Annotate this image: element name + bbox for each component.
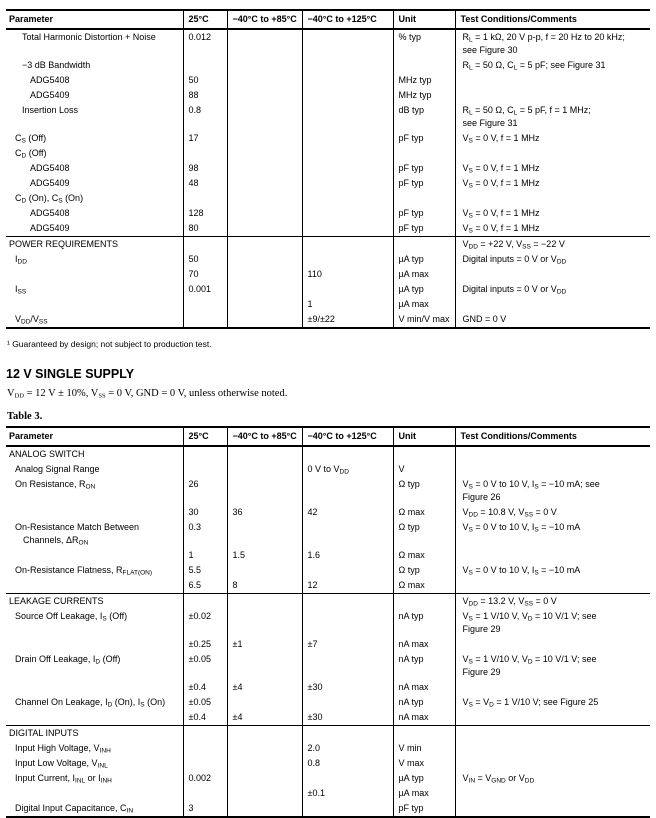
param-cell: ADG5408 — [6, 161, 183, 176]
value-25c-cell — [183, 756, 227, 771]
value-85c-cell — [227, 282, 302, 297]
unit-cell: pF typ — [393, 176, 455, 191]
param-cell — [6, 578, 183, 594]
supply-conditions-text: $V_{DD} = 12$ V ± 10%, $V_{SS} = 0$ V, GND = 0 V, unless otherwise noted. — [7, 388, 288, 400]
value-25c-cell: 0.3 — [183, 520, 227, 548]
unit-cell: Ω typ — [393, 520, 455, 548]
spec-row — [6, 462, 650, 477]
conditions-cell: $R_L = 50$ Ω, $C_L = 5$ pF; see Figure 31 — [462, 60, 606, 72]
conditions-cell: $V_S = 0$ V, f = 1 MHz — [462, 178, 540, 190]
value-85c-cell — [227, 312, 302, 328]
value-25c-cell — [183, 726, 227, 742]
conditions-cell: GND = 0 V — [462, 314, 507, 324]
conditions-cell: $V_S = 0$ V, f = 1 MHz — [462, 163, 540, 175]
spec-row — [6, 680, 650, 695]
param-cell: Input High Voltage, $V_{INH}$ — [6, 741, 183, 756]
conditions-cell: $V_{DD} = 10.8$ V, $V_{SS} = 0$ V — [462, 507, 557, 519]
unit-cell: µA max — [393, 297, 455, 312]
value-125c-cell — [302, 652, 393, 680]
unit-cell: MHz typ — [393, 73, 455, 88]
value-125c-cell — [302, 446, 393, 462]
conditions-cell: $V_S = 0$ V to 10 V, $I_S = -10$ mA — [462, 565, 581, 577]
table3-caption: Table 3. — [7, 411, 43, 422]
header-row — [6, 10, 650, 29]
spec-row — [6, 88, 650, 103]
table-footnote: ¹ Guaranteed by design; not subject to production test. — [7, 339, 212, 349]
spec-table-12v-supply — [6, 426, 650, 818]
value-25c-cell — [183, 297, 227, 312]
conditions-cell — [455, 191, 650, 206]
value-125c-cell — [302, 88, 393, 103]
value-25c-cell — [183, 786, 227, 801]
value-85c-cell: ±1 — [227, 637, 302, 652]
param-cell: Input Low Voltage, $V_{INL}$ — [6, 756, 183, 771]
unit-cell: nA typ — [393, 695, 455, 710]
value-25c-cell: 0.001 — [183, 282, 227, 297]
col-header-3: −40°C to +125°C — [302, 427, 393, 446]
param-cell: ANALOG SWITCH — [6, 446, 183, 462]
value-125c-cell — [302, 237, 393, 253]
param-cell — [6, 505, 183, 520]
value-85c-cell — [227, 297, 302, 312]
header-row — [6, 427, 650, 446]
unit-cell — [393, 237, 455, 253]
param-cell: −3 dB Bandwidth — [6, 58, 183, 73]
param-cell — [6, 297, 183, 312]
param-cell: $I_{DD}$ — [6, 252, 183, 267]
value-25c-cell: 88 — [183, 88, 227, 103]
col-header-0: Parameter — [6, 427, 183, 446]
value-125c-cell — [302, 146, 393, 161]
value-85c-cell: 1.5 — [227, 548, 302, 563]
spec-row — [6, 191, 650, 206]
section-row — [6, 237, 650, 253]
value-85c-cell — [227, 58, 302, 73]
unit-cell: V — [393, 462, 455, 477]
conditions-cell — [455, 297, 650, 312]
conditions-cell: $V_S = 0$ V to 10 V, $I_S = -10$ mA — [462, 522, 581, 534]
unit-cell: nA max — [393, 637, 455, 652]
unit-cell: Ω max — [393, 548, 455, 563]
unit-cell: µA typ — [393, 282, 455, 297]
col-header-1: 25°C — [183, 10, 227, 29]
conditions-cell — [455, 756, 650, 771]
value-85c-cell — [227, 801, 302, 817]
spec-row — [6, 548, 650, 563]
conditions-cell — [455, 267, 650, 282]
unit-cell: µA max — [393, 786, 455, 801]
conditions-cell: $V_{DD} = 13.2$ V, $V_{SS} = 0$ V — [455, 594, 650, 610]
value-125c-cell — [302, 191, 393, 206]
value-85c-cell — [227, 594, 302, 610]
value-85c-cell — [227, 221, 302, 237]
value-125c-cell — [302, 520, 393, 548]
unit-cell: pF typ — [393, 221, 455, 237]
conditions-cell: $V_S = V_D = 1$ V/10 V; see Figure 25 — [462, 697, 599, 709]
spec-row — [6, 710, 650, 726]
table2-header — [6, 427, 650, 446]
value-25c-cell — [183, 191, 227, 206]
value-125c-cell — [302, 131, 393, 146]
col-header-2: −40°C to +85°C — [227, 10, 302, 29]
value-125c-cell: 0 V to $V_{DD}$ — [302, 462, 393, 477]
value-25c-cell: ±0.05 — [183, 652, 227, 680]
col-header-0: Parameter — [6, 10, 183, 29]
param-cell — [6, 267, 183, 282]
unit-cell: pF typ — [393, 801, 455, 817]
spec-row — [6, 477, 650, 505]
spec-row — [6, 801, 650, 817]
conditions-cell — [455, 680, 650, 695]
value-25c-cell: 26 — [183, 477, 227, 505]
value-125c-cell — [302, 206, 393, 221]
value-125c-cell — [302, 282, 393, 297]
value-85c-cell — [227, 756, 302, 771]
value-25c-cell: 98 — [183, 161, 227, 176]
spec-row — [6, 695, 650, 710]
param-cell: Total Harmonic Distortion + Noise — [6, 29, 183, 58]
conditions-cell — [455, 637, 650, 652]
value-125c-cell: 2.0 — [302, 741, 393, 756]
value-25c-cell: 50 — [183, 252, 227, 267]
param-cell: On Resistance, $R_{ON}$ — [6, 477, 183, 505]
value-85c-cell — [227, 191, 302, 206]
param-cell: Analog Signal Range — [6, 462, 183, 477]
value-25c-cell: ±0.4 — [183, 710, 227, 726]
spec-row — [6, 267, 650, 282]
spec-row — [6, 741, 650, 756]
unit-cell: Ω typ — [393, 563, 455, 578]
value-25c-cell: 0.8 — [183, 103, 227, 131]
value-85c-cell — [227, 161, 302, 176]
unit-cell: dB typ — [393, 103, 455, 131]
value-85c-cell: 8 — [227, 578, 302, 594]
value-125c-cell: ±30 — [302, 710, 393, 726]
spec-row — [6, 771, 650, 786]
unit-cell: V min — [393, 741, 455, 756]
value-125c-cell: 1.6 — [302, 548, 393, 563]
value-85c-cell: ±4 — [227, 680, 302, 695]
param-cell: $C_D$ (Off) — [6, 146, 183, 161]
value-125c-cell — [302, 73, 393, 88]
value-25c-cell: 0.012 — [183, 29, 227, 58]
param-cell: Drain Off Leakage, $I_D$ (Off) — [6, 652, 183, 680]
value-85c-cell — [227, 237, 302, 253]
unit-cell: Ω max — [393, 578, 455, 594]
value-25c-cell — [183, 237, 227, 253]
value-125c-cell — [302, 801, 393, 817]
table1-header — [6, 10, 650, 29]
value-125c-cell — [302, 161, 393, 176]
value-85c-cell — [227, 176, 302, 191]
value-25c-cell — [183, 58, 227, 73]
value-125c-cell — [302, 771, 393, 786]
unit-cell: nA max — [393, 680, 455, 695]
conditions-cell: $V_S = 1$ V/10 V, $V_D = 10$ V/1 V; see Figure 29 — [462, 654, 597, 677]
unit-cell: µA typ — [393, 771, 455, 786]
value-25c-cell: 48 — [183, 176, 227, 191]
param-cell: POWER REQUIREMENTS — [6, 237, 183, 253]
value-25c-cell: 0.002 — [183, 771, 227, 786]
value-125c-cell — [302, 221, 393, 237]
spec-row — [6, 786, 650, 801]
section-row — [6, 446, 650, 462]
spec-row — [6, 312, 650, 328]
conditions-cell — [455, 73, 650, 88]
spec-row — [6, 103, 650, 131]
value-25c-cell: 5.5 — [183, 563, 227, 578]
param-cell: ADG5409 — [6, 176, 183, 191]
col-header-5: Test Conditions/Comments — [455, 10, 650, 29]
conditions-cell — [455, 578, 650, 594]
param-cell: On-Resistance Match Between Channels, $\Delta R_{ON}$ — [6, 520, 183, 548]
value-85c-cell — [227, 206, 302, 221]
col-header-1: 25°C — [183, 427, 227, 446]
spec-row — [6, 29, 650, 58]
value-85c-cell — [227, 563, 302, 578]
value-85c-cell — [227, 446, 302, 462]
unit-cell — [393, 726, 455, 742]
unit-cell: nA max — [393, 710, 455, 726]
param-cell: $V_{DD}/V_{SS}$ — [6, 312, 183, 328]
value-125c-cell: 1 — [302, 297, 393, 312]
value-25c-cell: 80 — [183, 221, 227, 237]
param-cell: Source Off Leakage, $I_S$ (Off) — [6, 609, 183, 637]
param-cell — [6, 680, 183, 695]
value-125c-cell — [302, 609, 393, 637]
value-85c-cell — [227, 771, 302, 786]
unit-cell — [393, 594, 455, 610]
value-125c-cell — [302, 58, 393, 73]
conditions-cell — [455, 146, 650, 161]
spec-row — [6, 146, 650, 161]
unit-cell: µA typ — [393, 252, 455, 267]
spec-row — [6, 131, 650, 146]
spec-row — [6, 161, 650, 176]
value-25c-cell — [183, 446, 227, 462]
value-125c-cell — [302, 726, 393, 742]
param-cell: ADG5409 — [6, 221, 183, 237]
value-125c-cell: ±30 — [302, 680, 393, 695]
value-25c-cell — [183, 462, 227, 477]
value-125c-cell: ±0.1 — [302, 786, 393, 801]
value-85c-cell — [227, 73, 302, 88]
param-cell: $C_S$ (Off) — [6, 131, 183, 146]
section-heading: 12 V SINGLE SUPPLY — [6, 367, 135, 381]
value-85c-cell: ±4 — [227, 710, 302, 726]
value-85c-cell — [227, 786, 302, 801]
value-85c-cell — [227, 131, 302, 146]
conditions-cell — [455, 741, 650, 756]
value-25c-cell: 3 — [183, 801, 227, 817]
value-25c-cell — [183, 312, 227, 328]
spec-row — [6, 73, 650, 88]
conditions-cell — [455, 710, 650, 726]
param-cell — [6, 786, 183, 801]
value-125c-cell — [302, 563, 393, 578]
conditions-cell: $V_{IN} = V_{GND}$ or $V_{DD}$ — [462, 773, 535, 785]
value-25c-cell: 17 — [183, 131, 227, 146]
conditions-cell — [455, 726, 650, 742]
spec-row — [6, 637, 650, 652]
conditions-cell — [455, 786, 650, 801]
value-25c-cell: ±0.4 — [183, 680, 227, 695]
spec-row — [6, 297, 650, 312]
param-cell: Digital Input Capacitance, $C_{IN}$ — [6, 801, 183, 817]
value-25c-cell — [183, 146, 227, 161]
spec-table-dual-supply — [6, 9, 650, 329]
param-cell: $I_{SS}$ — [6, 282, 183, 297]
conditions-cell: $V_S = 0$ V to 10 V, $I_S = -10$ mA; see Figure 26 — [462, 479, 600, 502]
value-85c-cell — [227, 741, 302, 756]
param-cell: Insertion Loss — [6, 103, 183, 131]
unit-cell: Ω typ — [393, 477, 455, 505]
param-cell — [6, 548, 183, 563]
unit-cell — [393, 191, 455, 206]
value-25c-cell: 128 — [183, 206, 227, 221]
spec-row — [6, 221, 650, 237]
value-25c-cell: ±0.05 — [183, 695, 227, 710]
value-25c-cell: 70 — [183, 267, 227, 282]
spec-row — [6, 652, 650, 680]
value-125c-cell: 42 — [302, 505, 393, 520]
col-header-3: −40°C to +125°C — [302, 10, 393, 29]
param-cell: ADG5409 — [6, 88, 183, 103]
value-125c-cell: ±9/±22 — [302, 312, 393, 328]
spec-row — [6, 520, 650, 548]
conditions-cell — [455, 548, 650, 563]
unit-cell: pF typ — [393, 131, 455, 146]
col-header-4: Unit — [393, 427, 455, 446]
value-25c-cell — [183, 741, 227, 756]
param-cell: $C_D$ (On), $C_S$ (On) — [6, 191, 183, 206]
value-125c-cell: 0.8 — [302, 756, 393, 771]
spec-row — [6, 505, 650, 520]
spec-row — [6, 609, 650, 637]
unit-cell: µA max — [393, 267, 455, 282]
unit-cell — [393, 446, 455, 462]
conditions-cell — [455, 88, 650, 103]
param-cell: ADG5408 — [6, 206, 183, 221]
conditions-cell — [455, 446, 650, 462]
spec-row — [6, 756, 650, 771]
table1-body — [6, 29, 650, 328]
value-125c-cell — [302, 29, 393, 58]
conditions-cell: $R_L = 50$ Ω, $C_L = 5$ pF, f = 1 MHz; see Figure 31 — [462, 105, 591, 128]
section-row — [6, 726, 650, 742]
conditions-cell: $V_{DD} = +22$ V, $V_{SS} = -22$ V — [455, 237, 650, 253]
value-125c-cell — [302, 695, 393, 710]
conditions-cell: Digital inputs = 0 V or $V_{DD}$ — [462, 254, 567, 266]
value-85c-cell — [227, 477, 302, 505]
value-25c-cell: 6.5 — [183, 578, 227, 594]
value-85c-cell — [227, 520, 302, 548]
conditions-cell — [455, 462, 650, 477]
value-125c-cell — [302, 594, 393, 610]
unit-cell: MHz typ — [393, 88, 455, 103]
value-125c-cell: 12 — [302, 578, 393, 594]
col-header-2: −40°C to +85°C — [227, 427, 302, 446]
value-85c-cell: 36 — [227, 505, 302, 520]
col-header-5: Test Conditions/Comments — [455, 427, 650, 446]
unit-cell: pF typ — [393, 206, 455, 221]
spec-row — [6, 252, 650, 267]
conditions-cell: $V_S = 0$ V, f = 1 MHz — [462, 133, 540, 145]
section-row — [6, 594, 650, 610]
param-cell: Input Current, $I_{INL}$ or $I_{INH}$ — [6, 771, 183, 786]
conditions-cell: Digital inputs = 0 V or $V_{DD}$ — [462, 284, 567, 296]
unit-cell — [393, 146, 455, 161]
param-cell: ADG5408 — [6, 73, 183, 88]
value-25c-cell: 50 — [183, 73, 227, 88]
value-125c-cell — [302, 477, 393, 505]
param-cell — [6, 710, 183, 726]
value-85c-cell — [227, 609, 302, 637]
spec-row — [6, 58, 650, 73]
value-85c-cell — [227, 252, 302, 267]
value-85c-cell — [227, 726, 302, 742]
value-25c-cell — [183, 594, 227, 610]
conditions-cell: $V_S = 0$ V, f = 1 MHz — [462, 208, 540, 220]
spec-row — [6, 563, 650, 578]
value-25c-cell: 1 — [183, 548, 227, 563]
value-85c-cell — [227, 88, 302, 103]
value-125c-cell: 110 — [302, 267, 393, 282]
value-85c-cell — [227, 267, 302, 282]
param-cell: DIGITAL INPUTS — [6, 726, 183, 742]
unit-cell: V max — [393, 756, 455, 771]
conditions-cell: $R_L = 1$ kΩ, 20 V p-p, f = 20 Hz to 20 kHz; see Figure 30 — [462, 32, 625, 55]
unit-cell: % typ — [393, 29, 455, 58]
table2-body — [6, 446, 650, 817]
param-cell: Channel On Leakage, $I_D$ (On), $I_S$ (On) — [6, 695, 183, 710]
conditions-cell — [455, 801, 650, 817]
unit-cell: V min/V max — [393, 312, 455, 328]
value-85c-cell — [227, 146, 302, 161]
unit-cell: nA typ — [393, 652, 455, 680]
value-85c-cell — [227, 462, 302, 477]
param-cell: LEAKAGE CURRENTS — [6, 594, 183, 610]
spec-row — [6, 176, 650, 191]
spec-row — [6, 578, 650, 594]
unit-cell: pF typ — [393, 161, 455, 176]
col-header-4: Unit — [393, 10, 455, 29]
unit-cell: nA typ — [393, 609, 455, 637]
spec-row — [6, 206, 650, 221]
value-85c-cell — [227, 29, 302, 58]
value-85c-cell — [227, 695, 302, 710]
unit-cell — [393, 58, 455, 73]
param-cell: On-Resistance Flatness, $R_{FLAT(ON)}$ — [6, 563, 183, 578]
value-25c-cell: ±0.02 — [183, 609, 227, 637]
value-85c-cell — [227, 103, 302, 131]
conditions-cell: $V_S = 1$ V/10 V, $V_D = 10$ V/1 V; see Figure 29 — [462, 611, 597, 634]
value-25c-cell: 30 — [183, 505, 227, 520]
spec-row — [6, 282, 650, 297]
unit-cell: Ω max — [393, 505, 455, 520]
conditions-cell: $V_S = 0$ V, f = 1 MHz — [462, 223, 540, 235]
param-cell — [6, 637, 183, 652]
value-125c-cell: ±7 — [302, 637, 393, 652]
value-85c-cell — [227, 652, 302, 680]
value-25c-cell: ±0.25 — [183, 637, 227, 652]
value-125c-cell — [302, 252, 393, 267]
value-125c-cell — [302, 103, 393, 131]
value-125c-cell — [302, 176, 393, 191]
